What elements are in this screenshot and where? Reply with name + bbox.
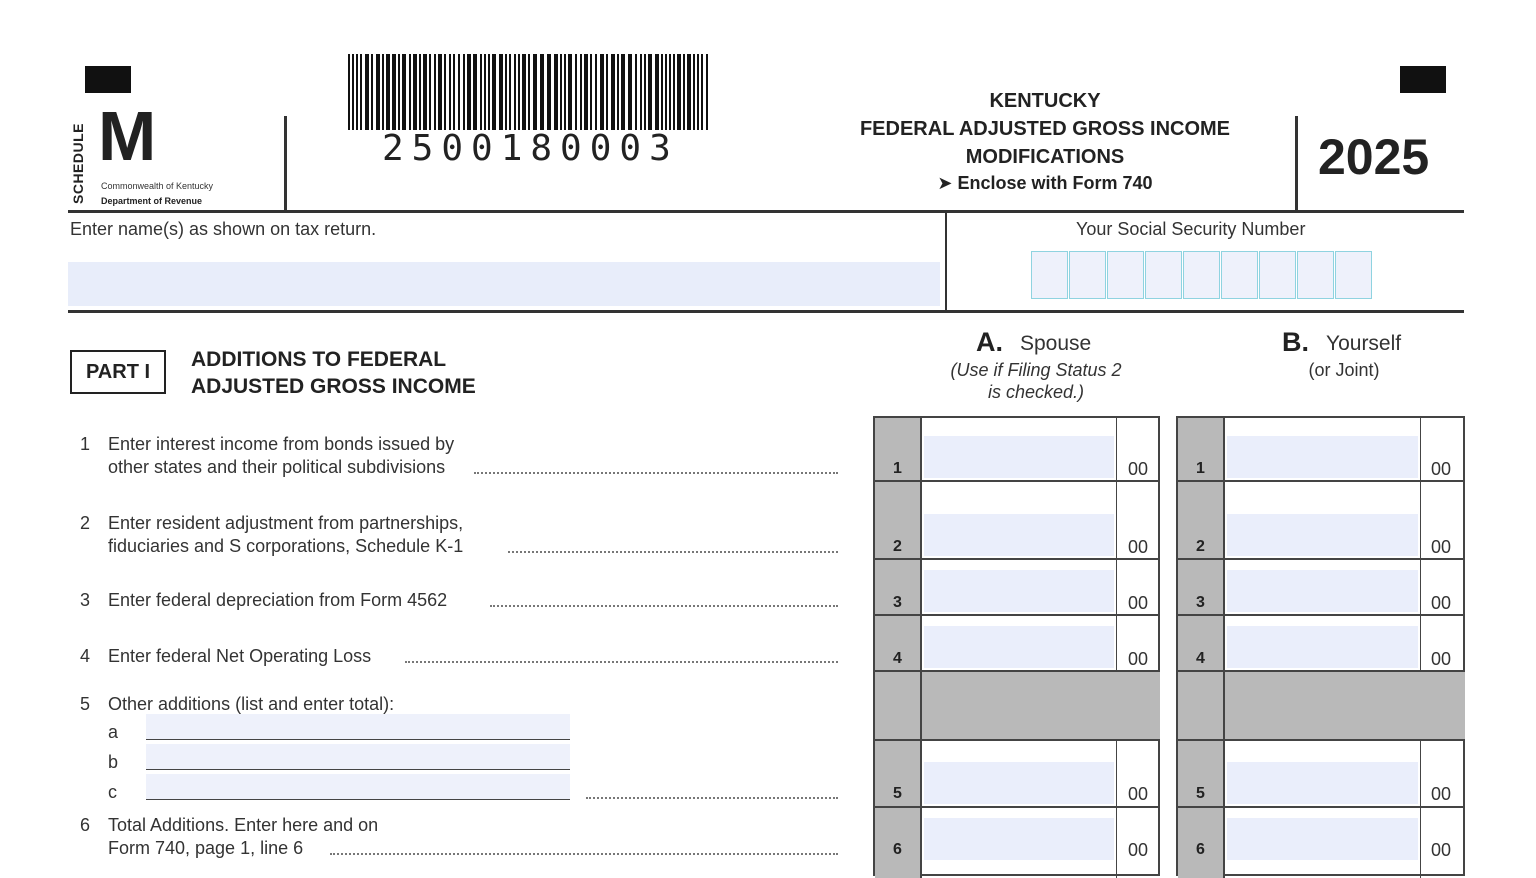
- name-label: Enter name(s) as shown on tax return.: [70, 219, 377, 239]
- barcode-number: 2500180003: [382, 128, 679, 169]
- column-b-note: (or Joint): [1308, 360, 1380, 380]
- amount-field-a-4[interactable]: [924, 626, 1114, 668]
- org-name: Commonwealth of Kentucky: [101, 181, 214, 191]
- line-text: other states and their political subdivisions: [108, 457, 446, 477]
- name-ssn-divider: [945, 213, 947, 311]
- other-addition-field-c[interactable]: [146, 774, 570, 800]
- ssn-digit-box[interactable]: [1183, 251, 1220, 299]
- sub-line-letter: c: [108, 782, 117, 802]
- line-text: Enter federal depreciation from Form 4562: [108, 590, 448, 610]
- barcode: [348, 54, 710, 130]
- corner-mark-left: [85, 66, 131, 93]
- sub-line-letter: a: [108, 722, 119, 742]
- leader-dots: [474, 472, 838, 474]
- row-number: 2: [1196, 538, 1205, 555]
- schedule-letter: M: [98, 97, 157, 175]
- leader-dots: [405, 661, 838, 663]
- cents-label: 00: [1128, 459, 1149, 479]
- taxpayer-rule: [68, 310, 1464, 313]
- column-b-amounts: [1176, 416, 1465, 876]
- column-a-letter: A.: [976, 327, 1003, 357]
- ssn-digit-box[interactable]: [1259, 251, 1296, 299]
- part-label: PART I: [70, 350, 166, 394]
- leader-dots: [490, 605, 838, 607]
- row-number: 3: [893, 594, 902, 611]
- form-title-line3: MODIFICATIONS: [965, 146, 1125, 168]
- ssn-digit-box[interactable]: [1069, 251, 1106, 299]
- amount-field-b-2[interactable]: [1227, 514, 1418, 556]
- amount-field-a-1[interactable]: [924, 436, 1114, 478]
- cents-label: 00: [1431, 537, 1452, 557]
- column-b-letter: B.: [1282, 327, 1309, 357]
- cents-label: 00: [1128, 840, 1149, 860]
- cents-label: 00: [1128, 784, 1149, 804]
- cents-label: 00: [1431, 649, 1452, 669]
- amount-field-a-6[interactable]: [924, 818, 1114, 860]
- header-rule: [68, 210, 1464, 213]
- ssn-digit-box[interactable]: [1335, 251, 1372, 299]
- schedule-label: SCHEDULE: [70, 122, 86, 204]
- form-title-line1: KENTUCKY: [989, 90, 1101, 112]
- cents-label: 00: [1431, 784, 1452, 804]
- row-number: 6: [893, 841, 902, 858]
- row-number: 4: [893, 650, 902, 667]
- other-addition-field-a[interactable]: [146, 714, 570, 740]
- cents-label: 00: [1431, 840, 1452, 860]
- amount-field-a-5[interactable]: [924, 762, 1114, 804]
- enclose-instruction: ➤ Enclose with Form 740: [937, 173, 1153, 193]
- ssn-digit-box[interactable]: [1297, 251, 1334, 299]
- amount-field-a-3[interactable]: [924, 570, 1114, 612]
- row-number: 5: [1196, 785, 1205, 802]
- leader-dots: [508, 551, 838, 553]
- row-number: 6: [1196, 841, 1205, 858]
- amount-field-b-1[interactable]: [1227, 436, 1418, 478]
- cents-label: 00: [1128, 649, 1149, 669]
- line-text: fiduciaries and S corporations, Schedule K-1: [108, 536, 464, 556]
- column-a-amounts: [873, 416, 1160, 876]
- amount-field-b-4[interactable]: [1227, 626, 1418, 668]
- column-a-note: (Use if Filing Status 2: [950, 360, 1122, 380]
- other-addition-field-b[interactable]: [146, 744, 570, 770]
- header-divider-right: [1295, 116, 1298, 211]
- line-text: Other additions (list and enter total):: [108, 694, 395, 714]
- line-number: 1: [80, 434, 91, 454]
- part-title-line2: ADJUSTED GROSS INCOME: [191, 375, 476, 398]
- amount-field-b-5[interactable]: [1227, 762, 1418, 804]
- ssn-digit-box[interactable]: [1145, 251, 1182, 299]
- line-number: 6: [80, 815, 91, 835]
- leader-dots: [586, 797, 838, 799]
- column-b-name: Yourself: [1326, 332, 1402, 355]
- leader-dots: [330, 853, 838, 855]
- line-number: 4: [80, 646, 91, 666]
- row-number: 1: [1196, 460, 1205, 477]
- line-number: 3: [80, 590, 91, 610]
- cents-label: 00: [1431, 459, 1452, 479]
- cents-label: 00: [1128, 593, 1149, 613]
- row-number: 3: [1196, 594, 1205, 611]
- line-text: Enter resident adjustment from partnerships,: [108, 513, 464, 533]
- line-text: Enter federal Net Operating Loss: [108, 646, 372, 666]
- row-number: 2: [893, 538, 902, 555]
- line-text: Total Additions. Enter here and on: [108, 815, 379, 835]
- line-number: 2: [80, 513, 91, 533]
- name-field[interactable]: [68, 262, 940, 306]
- column-a-note-2: is checked.): [987, 382, 1085, 402]
- row-number: 5: [893, 785, 902, 802]
- row-number: 4: [1196, 650, 1205, 667]
- ssn-digit-box[interactable]: [1031, 251, 1068, 299]
- part-title-line1: ADDITIONS TO FEDERAL: [191, 348, 447, 371]
- row-number: 1: [893, 460, 902, 477]
- cents-label: 00: [1128, 537, 1149, 557]
- ssn-label: Your Social Security Number: [1076, 219, 1306, 239]
- column-a-name: Spouse: [1020, 332, 1092, 355]
- sub-line-letter: b: [108, 752, 119, 772]
- form-title-line2: FEDERAL ADJUSTED GROSS INCOME: [859, 118, 1231, 140]
- amount-field-b-6[interactable]: [1227, 818, 1418, 860]
- amount-field-b-3[interactable]: [1227, 570, 1418, 612]
- line-number: 5: [80, 694, 91, 714]
- ssn-digit-box[interactable]: [1221, 251, 1258, 299]
- org-department: Department of Revenue: [101, 196, 203, 206]
- line-text: Form 740, page 1, line 6: [108, 838, 304, 858]
- header-divider-left: [284, 116, 287, 211]
- corner-mark-right: [1400, 66, 1446, 93]
- amount-field-a-2[interactable]: [924, 514, 1114, 556]
- cents-label: 00: [1431, 593, 1452, 613]
- tax-year: 2025: [1318, 129, 1430, 185]
- line-text: Enter interest income from bonds issued by: [108, 434, 455, 454]
- ssn-digit-box[interactable]: [1107, 251, 1144, 299]
